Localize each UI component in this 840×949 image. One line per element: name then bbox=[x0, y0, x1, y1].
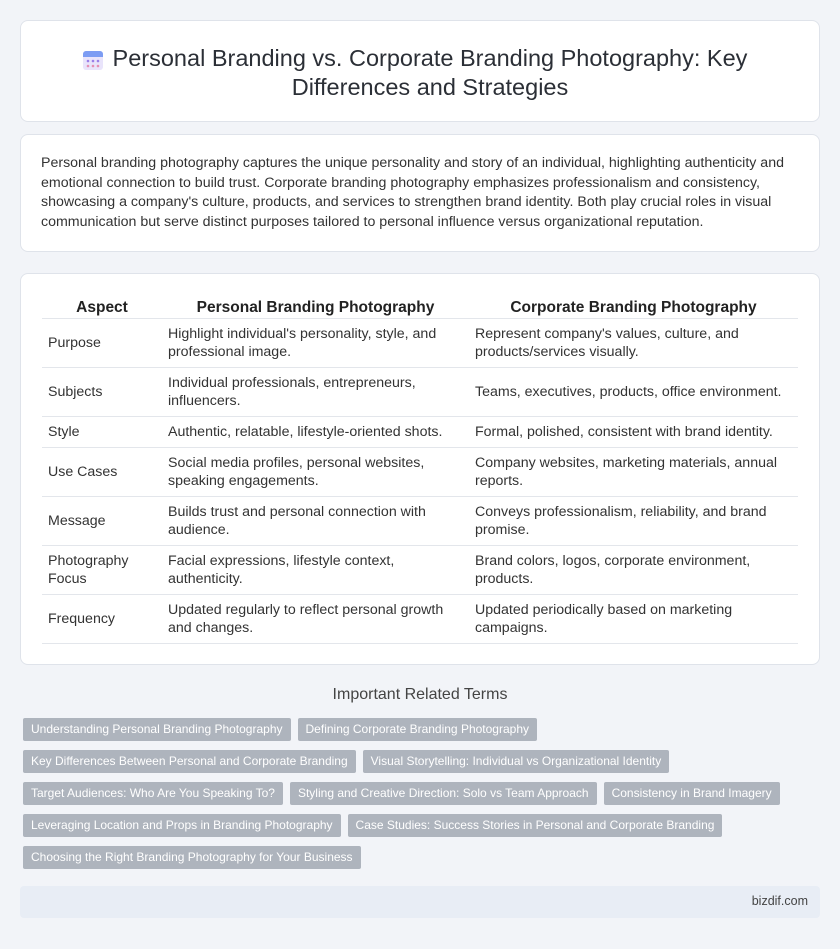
cell-corporate: Formal, polished, consistent with brand identity. bbox=[469, 416, 798, 447]
cell-corporate: Teams, executives, products, office environment. bbox=[469, 367, 798, 416]
cell-personal: Individual professionals, entrepreneurs, influencers. bbox=[162, 367, 469, 416]
comparison-table-card bbox=[20, 273, 820, 665]
title-card bbox=[20, 20, 820, 122]
related-term-link[interactable]: Leveraging Location and Props in Branding Photography bbox=[23, 814, 341, 837]
cell-personal: Highlight individual's personality, style, and professional image. bbox=[162, 318, 469, 367]
related-term-link[interactable]: Understanding Personal Branding Photography bbox=[23, 718, 291, 741]
comparison-table bbox=[42, 296, 798, 644]
related-term-link[interactable]: Choosing the Right Branding Photography for Your Business bbox=[23, 846, 361, 869]
cell-corporate: Represent company's values, culture, and products/services visually. bbox=[469, 318, 798, 367]
table-header-row bbox=[42, 296, 798, 318]
table-row bbox=[42, 594, 798, 643]
cell-corporate: Brand colors, logos, corporate environment, products. bbox=[469, 545, 798, 594]
intro-card bbox=[20, 134, 820, 252]
table-row bbox=[42, 318, 798, 367]
related-term-link[interactable]: Styling and Creative Direction: Solo vs Team Approach bbox=[290, 782, 597, 805]
related-terms-list bbox=[23, 718, 813, 878]
table-row bbox=[42, 416, 798, 447]
cell-corporate: Updated periodically based on marketing campaigns. bbox=[469, 594, 798, 643]
column-header-personal: Personal Branding Photography bbox=[162, 296, 469, 318]
cell-personal: Updated regularly to reflect personal growth and changes. bbox=[162, 594, 469, 643]
cell-aspect: Subjects bbox=[42, 367, 162, 416]
cell-aspect: Use Cases bbox=[42, 447, 162, 496]
cell-personal: Builds trust and personal connection with audience. bbox=[162, 496, 469, 545]
related-term-link[interactable]: Visual Storytelling: Individual vs Organizational Identity bbox=[363, 750, 670, 773]
column-header-corporate: Corporate Branding Photography bbox=[469, 296, 798, 318]
intro-paragraph: Personal branding photography captures the unique personality and story of an individual, highlighting authenticity and emotional connection to build trust. Corporate branding photography emphasizes professionalism and consistency, showcasing a company's culture, products, and services to strengthen brand identity. Both play crucial roles in visual communication but serve distinct purposes tailored to personal influence versus organizational reputation. bbox=[41, 155, 784, 230]
cell-aspect: Photography Focus bbox=[42, 545, 162, 594]
related-term-link[interactable]: Target Audiences: Who Are You Speaking To? bbox=[23, 782, 283, 805]
related-terms-title: Important Related Terms bbox=[332, 686, 508, 703]
cell-corporate: Company websites, marketing materials, annual reports. bbox=[469, 447, 798, 496]
cell-aspect: Purpose bbox=[42, 318, 162, 367]
cell-aspect: Frequency bbox=[42, 594, 162, 643]
footer bbox=[20, 886, 820, 918]
column-header-aspect: Aspect bbox=[42, 296, 162, 318]
cell-aspect: Message bbox=[42, 496, 162, 545]
related-term-link[interactable]: Consistency in Brand Imagery bbox=[604, 782, 780, 805]
table-row bbox=[42, 447, 798, 496]
cell-aspect: Style bbox=[42, 416, 162, 447]
related-term-link[interactable]: Case Studies: Success Stories in Personal and Corporate Branding bbox=[348, 814, 723, 837]
cell-corporate: Conveys professionalism, reliability, and brand promise. bbox=[469, 496, 798, 545]
related-term-link[interactable]: Defining Corporate Branding Photography bbox=[298, 718, 537, 741]
table-row bbox=[42, 496, 798, 545]
table-row bbox=[42, 367, 798, 416]
page-title: Personal Branding vs. Corporate Branding Photography: Key Differences and Strategies bbox=[112, 45, 748, 100]
cell-personal: Social media profiles, personal websites, speaking engagements. bbox=[162, 447, 469, 496]
related-term-link[interactable]: Key Differences Between Personal and Corporate Branding bbox=[23, 750, 356, 773]
cell-personal: Authentic, relatable, lifestyle-oriented shots. bbox=[162, 416, 469, 447]
cell-personal: Facial expressions, lifestyle context, authenticity. bbox=[162, 545, 469, 594]
footer-site-link[interactable]: bizdif.com bbox=[751, 894, 808, 908]
table-row bbox=[42, 545, 798, 594]
